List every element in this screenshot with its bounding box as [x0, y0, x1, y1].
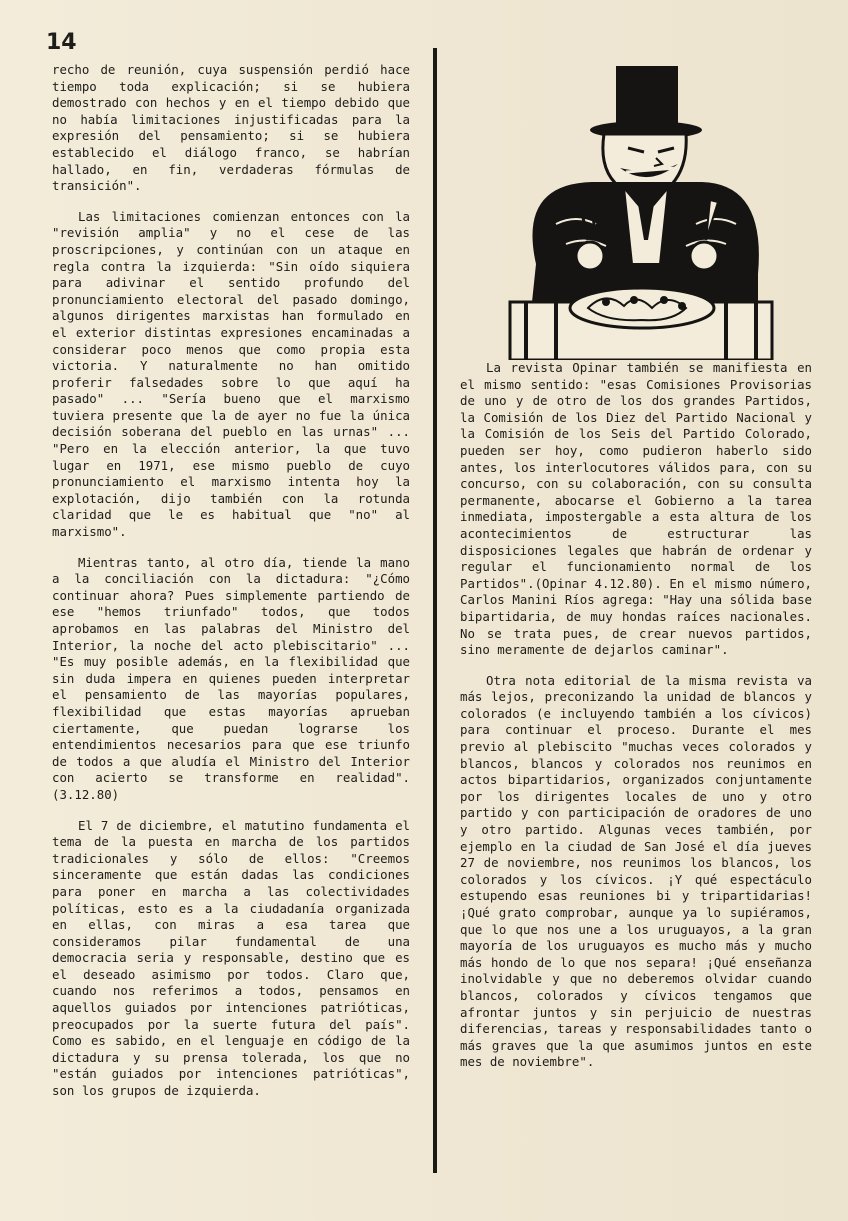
left-paragraph-4: El 7 de diciembre, el matutino fundamenta el tema de la puesta en marcha de los partidos tradicionales y sólo de ellos: "Creemos sinceramente que están dadas las condiciones para poner en marcha a las colectividades políticas, esto es a la ciudadanía organizada en ellas, con miras a esa tarea que consideramos pilar fundamental de una democracia seria y responsable, destino que es el deseado asimismo por todos. Claro que, cuando nos referimos a todos, pensamos en aquellos guiados por intenciones patrióticas, preocupados por la suerte futura del país". Como es sabido, en el lenguaje en código de la dictadura y su prensa tolerada, los que no "están guiados por intenciones patrióticas", son los grupos de izquierda.: [52, 817, 410, 1099]
tiny-person-head: [630, 296, 638, 304]
left-paragraph-1: recho de reunión, cuya suspensión perdió hace tiempo toda explicación; si se hubiera demostrado con hechos y en el tiempo debido que no había limitaciones injustificadas para la expresión del pensamiento; si se hubiera establecido el diálogo franco, se habrían hallado, en fin, verdaderas fórmulas de transición".: [52, 62, 410, 194]
column-divider: [433, 48, 437, 1173]
left-paragraph-2: Las limitaciones comienzan entonces con la "revisión amplia" y no el cese de las proscripciones, y continúan con un ataque en regla contra la izquierda: "Sin oído siquiera para adivinar el sentido profundo del pronunciamiento electoral del pasado domingo, algunos dirigentes marxistas han formulado en el exterior distintas expresiones encaminadas a considerar poco menos que como propia esta victoria. Y naturalmente no han omitido proferir falsedades sobre lo que aquí ha pasado" ... "Sería bueno que el marxismo tuviera presente que la de ayer no fue la única decisión soberana del pueblo en las urnas" ... "Pero en la elección anterior, la que tuvo lugar en 1971, ese mismo pueblo de cuyo pronunciamiento el marxismo intenta hoy la explotación, dijo también con la rotunda claridad que le es habitual que "no" al marxismo".: [52, 208, 410, 540]
tiny-person-head: [602, 298, 610, 306]
tiny-person-head: [678, 302, 686, 310]
page-number: 14: [46, 30, 77, 55]
cartoon-plate: [570, 288, 714, 328]
right-paragraph-1: La revista Opinar también se manifiesta en el mismo sentido: "esas Comisiones Provisorias de uno y de otro de los dos grandes Partidos, la Comisión de los Diez del Partido Nacional y la Comisión de los Seis del Partido Colorado, pueden ser hoy, como pudieron haberlo sido antes, los interlocutores válidos para, con su concurso, con su colaboración, con su consulta permanente, abocarse el Gobierno a la tarea inmediata, impostergable a esta altura de los acontecimientos de estructurar las disposiciones legales que habrán de ordenar y regular el funcionamiento normal de los Partidos".(Opinar 4.12.80). En el mismo número, Carlos Manini Ríos agrega: "Hay una sólida base bipartidaria, de muy hondas raíces nacionales. No se trata pues, de crear nuevos partidos, sino meramente de dejarlos caminar".: [460, 360, 812, 658]
right-paragraph-2: Otra nota editorial de la misma revista va más lejos, preconizando la unidad de blancos y colorados (e incluyendo también a los cívicos) para continuar el proceso. Durante el mes previo al plebiscito "muchas veces colorados y blancos, blancos y colorados nos reunimos en actos bipartidarios, organizados conjuntamente por los dirigentes locales de uno y otro partido y con participación de oradores de uno y otro partido. Algunas veces también, por ejemplo en la ciudad de San José el día jueves 27 de noviembre, nos reunimos los blancos, los colorados y los cívicos. ¡Y qué espectáculo estupendo esas reuniones bi y tripartidarias! ¡Qué grato comprobar, aunque ya lo supiéramos, que lo que nos une a los uruguayos, a la gran mayoría de los uruguayos es mucho más y mucho más hondo de lo que nos separa! ¡Qué enseñanza inolvidable y que no deberemos olvidar cuando blancos, colorados y cívicos tengamos que afrontar juntos y sin perjuicio de nuestras diferencias, tareas y responsabilidades tanto o más graves que la que asumimos juntos en este mes de noviembre".: [460, 672, 812, 1070]
tiny-person-head: [660, 296, 668, 304]
cartoon-right-hand: [690, 242, 718, 270]
right-column: [460, 360, 812, 1085]
top-hat-crown: [616, 66, 678, 128]
left-paragraph-3: Mientras tanto, al otro día, tiende la mano a la conciliación con la dictadura: "¿Cómo continuar ahora? Pues simplemente partiendo de ese "hemos triunfado" todos, que todos aprobamos en las palabras del Ministro del Interior, la noche del acto plebiscitario" ... "Es muy posible además, en la flexibilidad que sin duda impera en quienes pueden interpretar el pensamiento de las mayorías populares, flexibilidad que estas mayorías aprueban ciertamente, que puedan lograrse los entendimientos necesarios para que ese triunfo de todos a que aludía el Ministro del Interior con acierto se transforme en realidad".(3.12.80): [52, 554, 410, 802]
top-hat-man-cartoon-icon: [496, 64, 786, 360]
cartoon-left-hand: [576, 242, 604, 270]
left-column: [52, 62, 410, 1114]
